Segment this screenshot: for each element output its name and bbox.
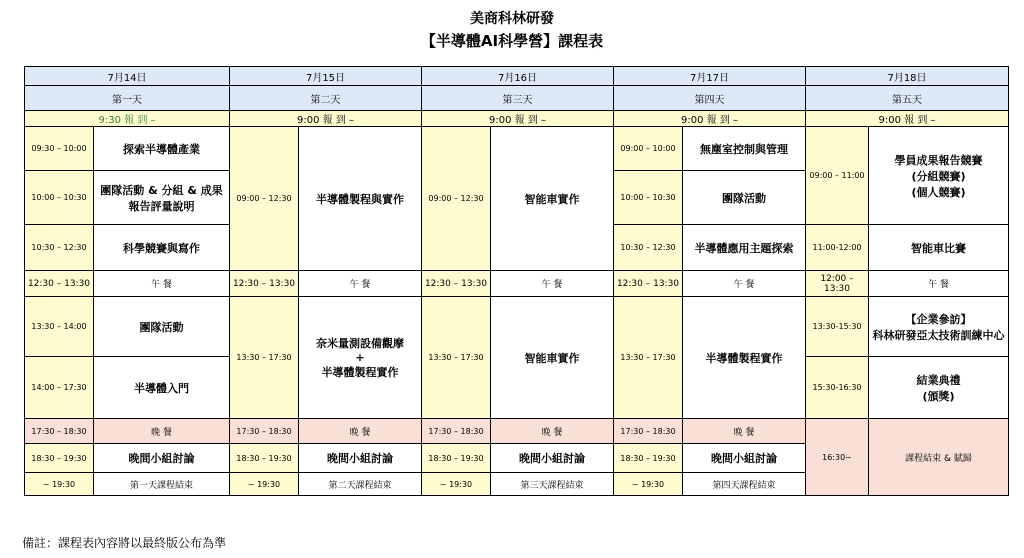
time-cell: 09:00 – 12:30 bbox=[230, 127, 299, 271]
activity-cell: 智能車比賽 bbox=[869, 225, 1009, 271]
dinner-row bbox=[25, 419, 1009, 444]
activity-cell: 晚間小組討論 bbox=[683, 444, 806, 473]
activity-cell: 團隊活動 bbox=[683, 171, 806, 225]
activity-cell: 半導體製程實作 bbox=[683, 297, 806, 419]
activity-line: 科林研發亞太技術訓練中心 bbox=[872, 328, 1005, 342]
activity-cell: 半導體製程與實作 bbox=[299, 127, 422, 271]
end-cell: 第一天課程結束 bbox=[94, 473, 230, 496]
activity-line: 半導體製程實作 bbox=[321, 366, 399, 379]
activity-cell bbox=[869, 297, 1009, 357]
activity-cell: 晚間小組討論 bbox=[299, 444, 422, 473]
checkin-cell: 9:00 報 到 – bbox=[806, 111, 1009, 127]
time-cell: 09:00 – 11:00 bbox=[806, 127, 869, 225]
lunch-cell: 午 餐 bbox=[491, 271, 614, 297]
time-cell: ~ 19:30 bbox=[422, 473, 491, 496]
end-cell: 第四天課程結束 bbox=[683, 473, 806, 496]
checkin-cell: 9:30 報 到 – bbox=[25, 111, 230, 127]
end-cell: 第三天課程結束 bbox=[491, 473, 614, 496]
time-cell: 12:00 – 13:30 bbox=[806, 271, 869, 297]
time-cell: 12:30 – 13:30 bbox=[614, 271, 683, 297]
day-row bbox=[25, 86, 1009, 111]
activity-cell bbox=[299, 297, 422, 419]
time-cell: 16:30~ bbox=[806, 419, 869, 496]
time-cell: 13:30-15:30 bbox=[806, 297, 869, 357]
time-cell: ~ 19:30 bbox=[614, 473, 683, 496]
time-cell: ~ 19:30 bbox=[25, 473, 94, 496]
time-cell: 13:30 – 17:30 bbox=[614, 297, 683, 419]
date-header: 7月15日 bbox=[230, 67, 422, 86]
day-header: 第五天 bbox=[806, 86, 1009, 111]
activity-cell: 探索半導體產業 bbox=[94, 127, 230, 171]
checkin-cell: 9:00 報 到 – bbox=[422, 111, 614, 127]
dinner-cell: 晚 餐 bbox=[491, 419, 614, 444]
lunch-cell: 午 餐 bbox=[299, 271, 422, 297]
checkin-cell: 9:00 報 到 – bbox=[614, 111, 806, 127]
day-header: 第三天 bbox=[422, 86, 614, 111]
time-cell: 18:30 – 19:30 bbox=[230, 444, 299, 473]
time-cell: 18:30 – 19:30 bbox=[614, 444, 683, 473]
activity-line: 學員成果報告競賽 bbox=[894, 153, 983, 167]
lunch-cell: 午 餐 bbox=[94, 271, 230, 297]
time-cell: 13:30 – 17:30 bbox=[422, 297, 491, 419]
activity-line: (頒獎) bbox=[922, 389, 955, 403]
time-cell: 18:30 – 19:30 bbox=[25, 444, 94, 473]
time-cell: 12:30 – 13:30 bbox=[422, 271, 491, 297]
activity-cell: 晚間小組討論 bbox=[491, 444, 614, 473]
time-cell: 18:30 – 19:30 bbox=[422, 444, 491, 473]
activity-cell: 智能車實作 bbox=[491, 297, 614, 419]
activity-line: 奈米量測設備觀摩 bbox=[316, 337, 404, 350]
checkin-cell: 9:00 報 到 – bbox=[230, 111, 422, 127]
activity-cell bbox=[869, 357, 1009, 419]
footnote: 備註：課程表內容將以最終版公布為準 bbox=[22, 536, 227, 550]
org-name: 美商科林研發 bbox=[470, 11, 554, 27]
lunch-cell: 午 餐 bbox=[683, 271, 806, 297]
schedule-table bbox=[24, 66, 1009, 496]
time-cell: 09:00 – 10:00 bbox=[614, 127, 683, 171]
date-header: 7月14日 bbox=[25, 67, 230, 86]
activity-cell: 半導體入門 bbox=[94, 357, 230, 419]
activity-cell: 團隊活動 bbox=[94, 297, 230, 357]
date-header: 7月18日 bbox=[806, 67, 1009, 86]
time-cell: 12:30 – 13:30 bbox=[25, 271, 94, 297]
end-cell: 第二天課程結束 bbox=[299, 473, 422, 496]
day-header: 第一天 bbox=[25, 86, 230, 111]
dinner-cell: 晚 餐 bbox=[299, 419, 422, 444]
activity-line: (個人競賽) bbox=[911, 185, 966, 199]
activity-line: 【企業參訪】 bbox=[905, 312, 972, 326]
activity-cell bbox=[869, 127, 1009, 225]
activity-cell: 科學競賽與寫作 bbox=[94, 225, 230, 271]
activity-cell: 半導體應用主題探索 bbox=[683, 225, 806, 271]
activity-cell: 晚間小組討論 bbox=[94, 444, 230, 473]
day-header: 第二天 bbox=[230, 86, 422, 111]
time-cell: 10:30 – 12:30 bbox=[614, 225, 683, 271]
time-cell: ~ 19:30 bbox=[230, 473, 299, 496]
dinner-cell: 晚 餐 bbox=[94, 419, 230, 444]
time-cell: 15:30-16:30 bbox=[806, 357, 869, 419]
time-cell: 17:30 – 18:30 bbox=[614, 419, 683, 444]
time-cell: 11:00-12:00 bbox=[806, 225, 869, 271]
time-cell: 09:30 – 10:00 bbox=[25, 127, 94, 171]
time-cell: 17:30 – 18:30 bbox=[422, 419, 491, 444]
time-cell: 14:00 – 17:30 bbox=[25, 357, 94, 419]
lunch-cell: 午 餐 bbox=[869, 271, 1009, 297]
time-cell: 13:30 – 14:00 bbox=[25, 297, 94, 357]
time-cell: 17:30 – 18:30 bbox=[230, 419, 299, 444]
date-header: 7月17日 bbox=[614, 67, 806, 86]
end-cell: 課程結束 & 賦歸 bbox=[869, 419, 1009, 496]
time-cell: 13:30 – 17:30 bbox=[230, 297, 299, 419]
time-cell: 10:00 – 10:30 bbox=[25, 171, 94, 225]
activity-line: 結業典禮 bbox=[916, 373, 961, 387]
activity-line: (分組競賽) bbox=[911, 169, 966, 183]
activity-cell: 智能車實作 bbox=[491, 127, 614, 271]
table-row bbox=[25, 127, 1009, 171]
date-row bbox=[25, 67, 1009, 86]
dinner-cell: 晚 餐 bbox=[683, 419, 806, 444]
activity-cell: 無塵室控制與管理 bbox=[683, 127, 806, 171]
time-cell: 10:30 – 12:30 bbox=[25, 225, 94, 271]
activity-line: + bbox=[355, 351, 365, 364]
time-cell: 17:30 – 18:30 bbox=[25, 419, 94, 444]
activity-cell: 團隊活動 & 分組 & 成果報告評量說明 bbox=[94, 171, 230, 225]
checkin-row bbox=[25, 111, 1009, 127]
time-cell: 10:00 – 10:30 bbox=[614, 171, 683, 225]
schedule-title: 【半導體AI科學營】課程表 bbox=[420, 32, 604, 50]
table-row bbox=[25, 297, 1009, 357]
time-cell: 12:30 – 13:30 bbox=[230, 271, 299, 297]
lunch-row bbox=[25, 271, 1009, 297]
day-header: 第四天 bbox=[614, 86, 806, 111]
date-header: 7月16日 bbox=[422, 67, 614, 86]
time-cell: 09:00 – 12:30 bbox=[422, 127, 491, 271]
